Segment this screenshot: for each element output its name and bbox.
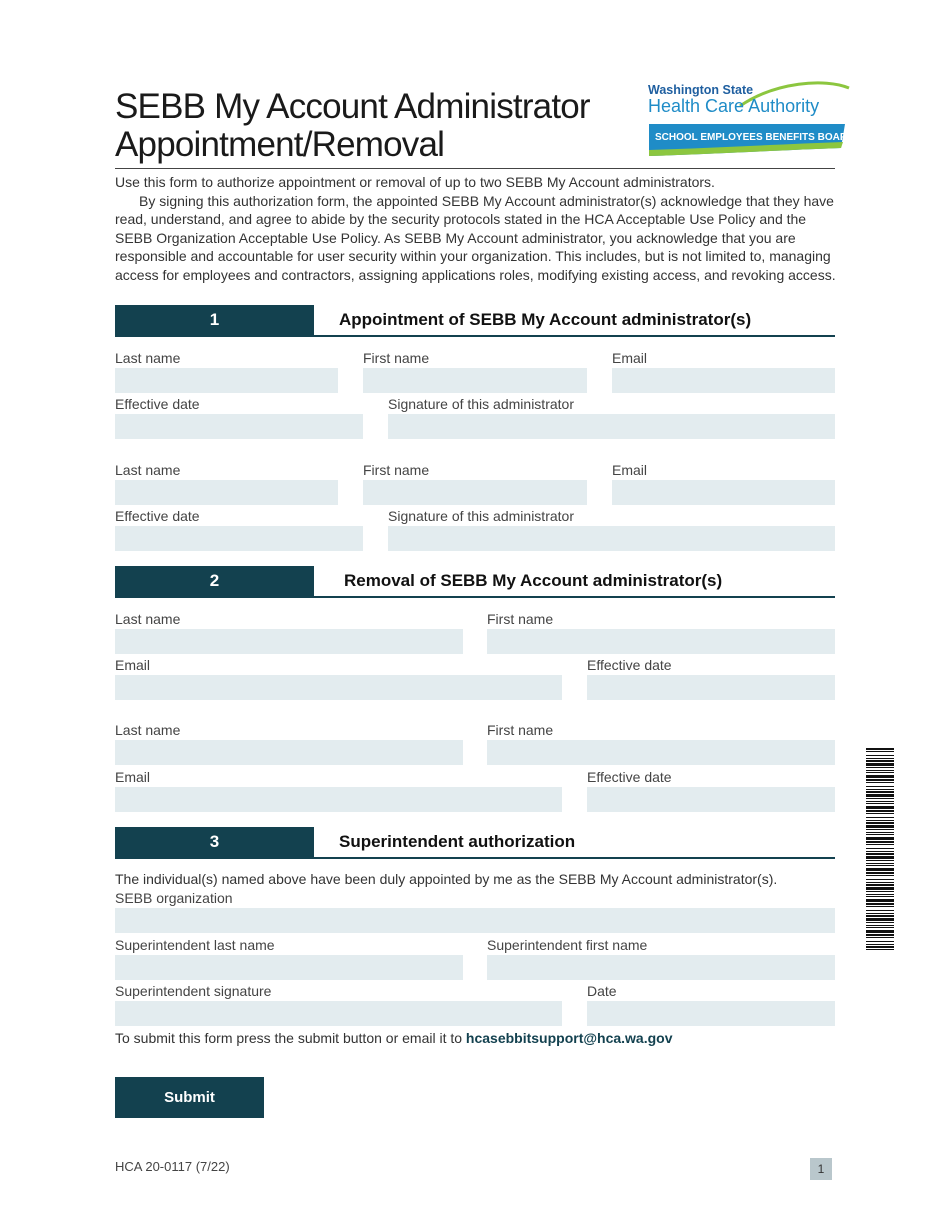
- appointee-1-first-name-label: First name: [363, 350, 430, 366]
- superintendent-signature-field[interactable]: [115, 1001, 562, 1026]
- section-3-title: Superintendent authorization: [339, 832, 576, 851]
- hca-logo: [645, 80, 850, 162]
- submit-instruction-text: To submit this form press the submit button or email it to: [115, 1030, 466, 1046]
- appointee-1-last-name-field[interactable]: [115, 368, 338, 393]
- appointee-2-first-name-label: First name: [363, 462, 430, 478]
- intro-line-1: Use this form to authorize appointment or removal of up to two SEBB My Account administrators.: [115, 174, 715, 190]
- intro-paragraph: By signing this authorization form, the appointed SEBB My Account administrator(s) acknowledge that they have read, understand, and agree to abide by the security protocols stated in the HCA Acceptable Use Policy and the SEBB Organization Acceptable Use Policy. As SEBB My Account administrator, you acknowledge that you are responsible and accountable for user security within your organization. This includes, but is not limited to, managing access for employees and contractors, assigning applications roles, modifying existing access, and revoking access.: [115, 192, 836, 283]
- removal-1-email-label: Email: [115, 657, 151, 673]
- title-line-2: Appointment/Removal: [115, 125, 445, 164]
- appointee-1-email-field[interactable]: [612, 368, 835, 393]
- removal-1-last-name-label: Last name: [115, 611, 181, 627]
- submit-instruction: [115, 1030, 673, 1047]
- superintendent-date-label: Date: [587, 983, 617, 999]
- appointee-1-effective-date-field[interactable]: [115, 414, 363, 439]
- section-1-header: [115, 305, 835, 337]
- page-number: 1: [810, 1158, 832, 1180]
- section-2-number: 2: [115, 566, 314, 596]
- removal-1-last-name-field[interactable]: [115, 629, 463, 654]
- superintendent-first-name-field[interactable]: [487, 955, 835, 980]
- logo-band-text: SCHOOL EMPLOYEES BENEFITS BOARD: [655, 132, 850, 143]
- section-2-title: Removal of SEBB My Account administrator(s): [344, 571, 723, 590]
- appointee-1-email-label: Email: [612, 350, 648, 366]
- appointee-1-signature-field[interactable]: [388, 414, 835, 439]
- superintendent-last-name-field[interactable]: [115, 955, 463, 980]
- removal-2-first-name-label: First name: [487, 722, 554, 738]
- appointee-2-effective-date-label: Effective date: [115, 508, 200, 524]
- form-id: HCA 20-0117 (7/22): [115, 1159, 230, 1174]
- superintendent-statement: The individual(s) named above have been duly appointed by me as the SEBB My Account administrator(s).: [115, 871, 778, 887]
- submit-button[interactable]: Submit: [115, 1077, 264, 1118]
- barcode: [866, 748, 894, 950]
- header-divider: [115, 168, 835, 169]
- removal-2-effective-date-field[interactable]: [587, 787, 835, 812]
- removal-2-last-name-label: Last name: [115, 722, 181, 738]
- logo-line-1: Washington State: [648, 83, 754, 97]
- section-3-header: [115, 827, 835, 859]
- support-email-link[interactable]: hcasebbitsupport@hca.wa.gov: [465, 1030, 673, 1046]
- appointee-1-signature-label: Signature of this administrator: [388, 396, 574, 412]
- removal-1-effective-date-label: Effective date: [587, 657, 672, 673]
- appointee-1-first-name-field[interactable]: [363, 368, 587, 393]
- removal-2-effective-date-label: Effective date: [587, 769, 672, 785]
- section-1-number: 1: [115, 305, 314, 335]
- title-line-1: SEBB My Account Administrator: [115, 87, 590, 126]
- removal-1-first-name-label: First name: [487, 611, 554, 627]
- appointee-2-last-name-label: Last name: [115, 462, 181, 478]
- removal-2-email-label: Email: [115, 769, 151, 785]
- appointee-2-signature-label: Signature of this administrator: [388, 508, 574, 524]
- removal-2-last-name-field[interactable]: [115, 740, 463, 765]
- svg-text:Health Care Authority: [648, 96, 819, 116]
- appointee-1-effective-date-label: Effective date: [115, 396, 200, 412]
- section-1-title: Appointment of SEBB My Account administrator(s): [339, 310, 752, 329]
- appointee-2-effective-date-field[interactable]: [115, 526, 363, 551]
- appointee-2-first-name-field[interactable]: [363, 480, 587, 505]
- logo-line-2b: Authority: [748, 96, 820, 116]
- sebb-organization-label: SEBB organization: [115, 890, 233, 906]
- appointee-2-signature-field[interactable]: [388, 526, 835, 551]
- appointee-1-last-name-label: Last name: [115, 350, 181, 366]
- superintendent-date-field[interactable]: [587, 1001, 835, 1026]
- section-2-header: [115, 566, 835, 598]
- sebb-organization-field[interactable]: [115, 908, 835, 933]
- superintendent-last-name-label: Superintendent last name: [115, 937, 275, 953]
- page-title: [115, 88, 590, 164]
- removal-2-email-field[interactable]: [115, 787, 562, 812]
- removal-1-email-field[interactable]: [115, 675, 562, 700]
- superintendent-signature-label: Superintendent signature: [115, 983, 272, 999]
- removal-1-first-name-field[interactable]: [487, 629, 835, 654]
- superintendent-first-name-label: Superintendent first name: [487, 937, 648, 953]
- appointee-2-email-label: Email: [612, 462, 648, 478]
- appointee-2-last-name-field[interactable]: [115, 480, 338, 505]
- intro-text: [115, 173, 837, 285]
- logo-line-2a: Health Care: [648, 96, 749, 116]
- removal-2-first-name-field[interactable]: [487, 740, 835, 765]
- section-3-number: 3: [115, 827, 314, 857]
- removal-1-effective-date-field[interactable]: [587, 675, 835, 700]
- appointee-2-email-field[interactable]: [612, 480, 835, 505]
